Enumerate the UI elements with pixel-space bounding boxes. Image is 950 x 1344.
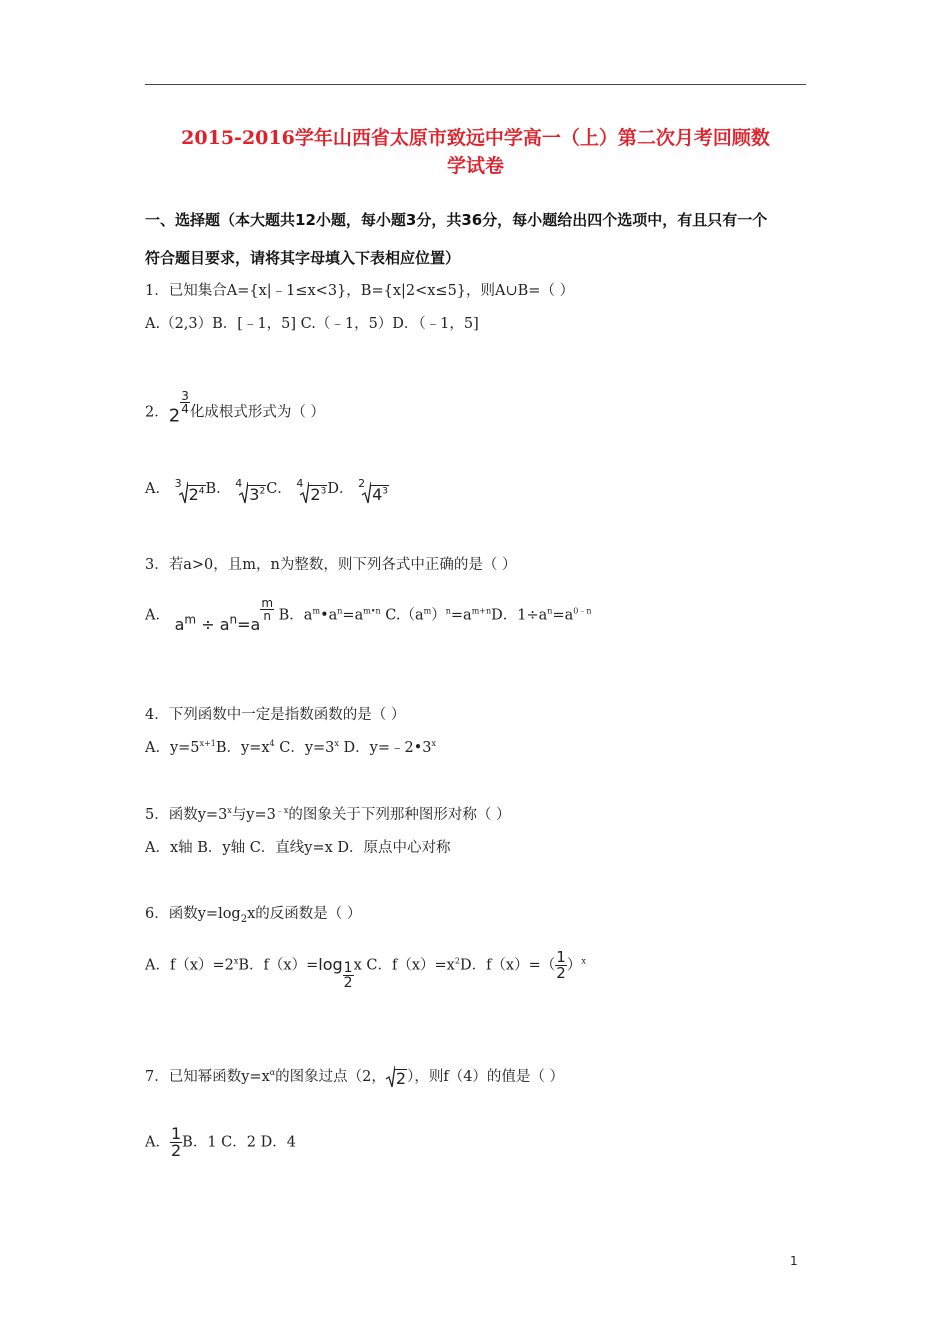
question-5-stem: 5．函数$y=3^x$与$y=3^{﹣x}$的图象关于下列那种图形对称（ ） (145, 806, 511, 823)
radical-c: 4 $2^3$ (296, 477, 327, 504)
question-1-stem: 1．已知集合A={x|﹣1≤x<3}，B={x|2<x≤5}，则A∪B=（ ） (145, 283, 575, 299)
power-expression: 2 $\frac{3}{4}$ (168, 389, 189, 427)
sqrt-two: 2 (386, 1066, 407, 1088)
half-fraction: $\frac{1}{2}$ (170, 1124, 182, 1160)
radical-a: 3 $2^4$ (174, 477, 205, 504)
radical-sign-icon (179, 482, 188, 504)
title-line-2: 学试卷 (446, 155, 504, 177)
question-4-stem: 4．下列函数中一定是指数函数的是（ ） (145, 707, 406, 723)
radical-sign-icon (362, 482, 371, 504)
question-6-options: A．$f(x)=2^xB$．f（x）=log $\frac{1}{2}$ x C．$f(x)=x^2D$．f（x）=（ $\frac{1}{2}$ ）$^x$ (145, 948, 586, 991)
question-1-options: A.（2,3）B．[﹣1，5] C.（﹣1，5）D．（﹣1，5] (145, 316, 479, 332)
header-rule (145, 84, 806, 85)
radical-b: 4 $3^2$ (235, 477, 266, 504)
exponent-fraction: $\frac{3}{4}$ (181, 389, 189, 416)
question-5-options: A．x轴 B．y轴 C．直线y=x D．原点中心对称 (145, 840, 451, 856)
document-title (145, 124, 806, 180)
title-line-1: 2015-2016学年山西省太原市致远中学高一（上）第二次月考回顾数 (181, 127, 770, 149)
radical-d: 2 $4^3$ (358, 477, 389, 504)
radical-sign-icon (386, 1066, 395, 1088)
question-3-stem: 3．若a>0，且m，n为整数，则下列各式中正确的是（ ） (145, 557, 517, 573)
radical-sign-icon (239, 482, 248, 504)
option-a-expression: $a^m \div a^n=a$ $\frac{m}{n}$ (174, 596, 274, 634)
section-heading-line-1: 一、选择题（本大题共12小题，每小题3分，共36分，每小题给出四个选项中，有且只有一个 (145, 211, 768, 229)
half-fraction: $\frac{1}{2}$ (556, 948, 566, 982)
question-7-stem: 7．已知幂函数$y=x^\alpha$的图象过点（2， 2 ），则f（4）的值是（ ） (145, 1066, 564, 1090)
question-7-options: A． $\frac{1}{2}$ B．1 C．2 D．4 (145, 1124, 296, 1160)
log-expression: log $\frac{1}{2}$ (318, 955, 353, 991)
radical-sign-icon (300, 482, 309, 504)
page-number: 1 (790, 1254, 798, 1268)
base-fraction: $\frac{1}{2}$ (343, 960, 353, 991)
question-6-stem: 6．函数$y=\log_2x$的反函数是（ ） (145, 906, 362, 925)
question-3-options: A． $a^m \div a^n=a$ $\frac{m}{n}$ B．$a^m•a^n=a^{m•n}$ $C.(a^m)^n=a^{m+n}D$．$1\div a^n=a^{0﹣n}$ (145, 603, 592, 643)
question-2-stem: 2．2 $\frac{3}{4}$ 化成根式形式为（ ） (145, 400, 325, 436)
question-4-options: A．$y=5^{x+1}B$．$y=x^4$ C．$y=3^x$ D．$y=﹣2•3^x$ (145, 739, 437, 756)
section-heading-line-2: 符合题目要求，请将其字母填入下表相应位置） (145, 249, 461, 267)
exponent-fraction: $\frac{m}{n}$ (261, 596, 274, 623)
question-2-options: A． 3 $2^4$ B． 4 $3^2$ C． 4 $2^3$ D． 2 $4^3$ (145, 474, 389, 508)
